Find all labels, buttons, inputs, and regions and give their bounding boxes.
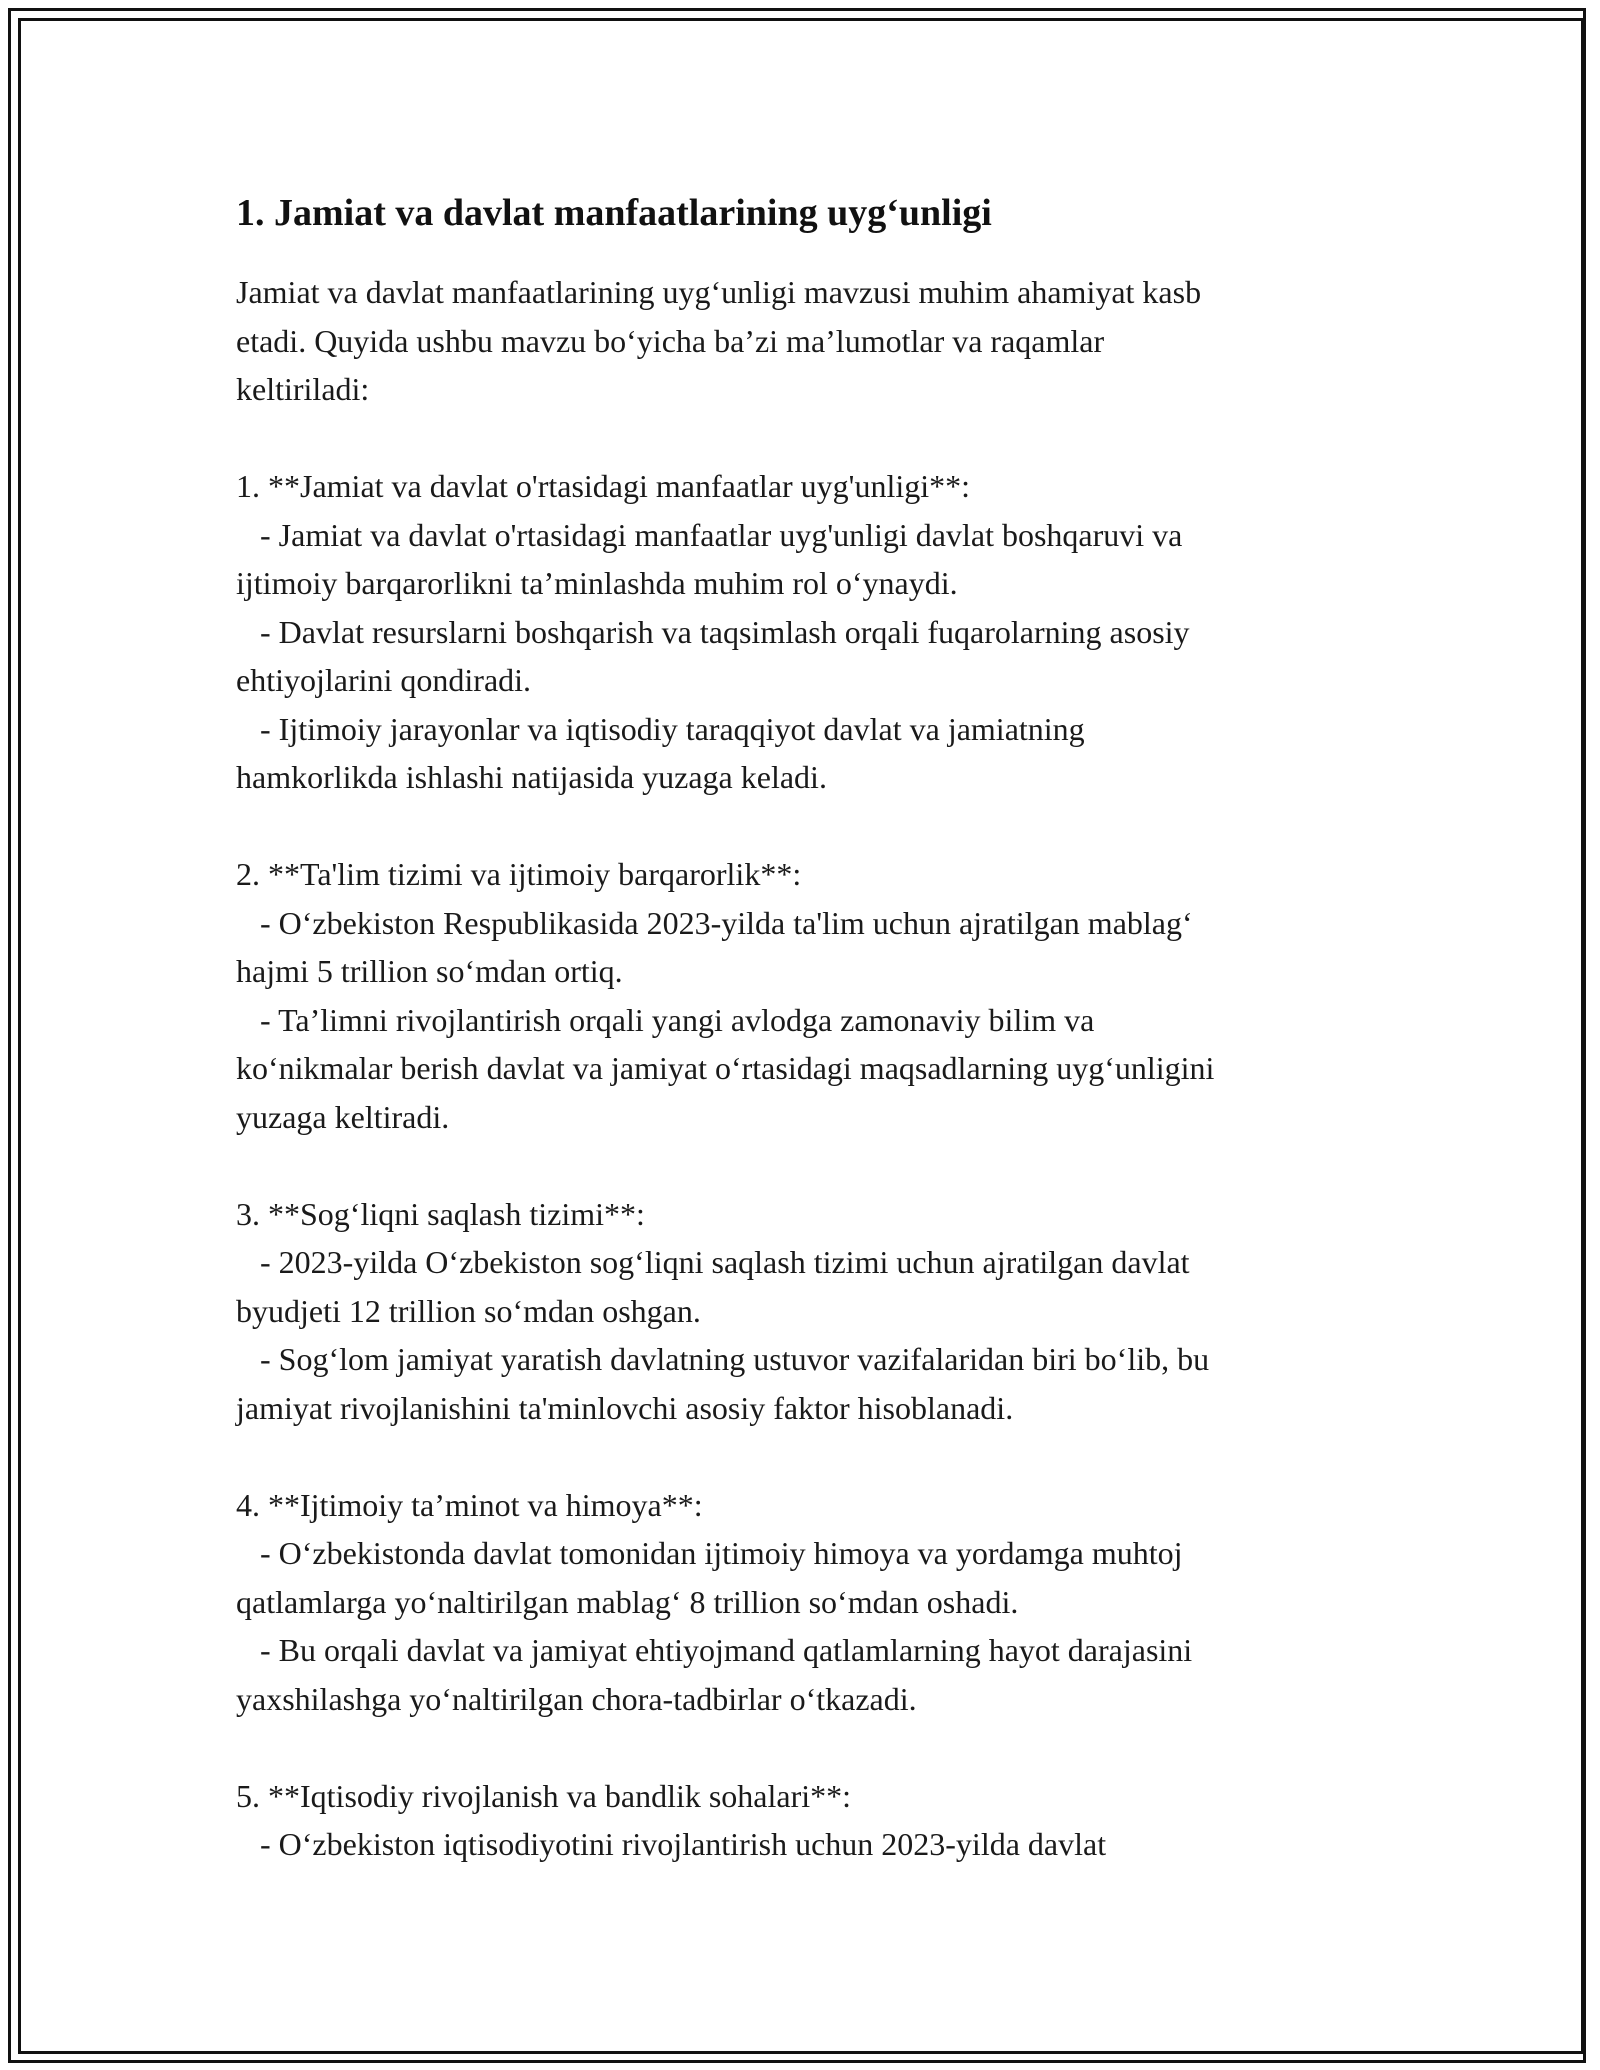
section-5-heading: 5. **Iqtisodiy rivojlanish va bandlik sohalari**: xyxy=(236,1777,852,1814)
section-1-body: - Jamiat va davlat o'rtasidagi manfaatlar uyg'unligi davlat boshqaruvi va ijtimoiy barqarorlikni ta’minlashda muhim rol o‘ynaydi. - Davlat resurslarni boshqarish va taqsimlash orqali fuqarolarning asosiy ehtiyojlarini qondiradi. - Ijtimoiy jarayonlar va iqtisodiy taraqqiyot davlat va jamiatning hamkorlikda ishlashi natijasida yuzaga keladi. xyxy=(236,516,1190,795)
document-title: 1. Jamiat va davlat manfaatlarining uyg‘unligi xyxy=(236,192,992,234)
section-3-body: - 2023-yilda O‘zbekiston sog‘liqni saqlash tizimi uchun ajratilgan davlat byudjeti 12 trillion so‘mdan oshgan. - Sog‘lom jamiyat yaratish davlatning ustuvor vazifalaridan biri bo‘lib, bu jamiyat rivojlanishini ta'minlovchi asosiy faktor hisoblanadi. xyxy=(236,1244,1210,1426)
blank-line xyxy=(236,1141,1376,1190)
document-body xyxy=(236,184,1376,1869)
section-1-heading: 1. **Jamiat va davlat o'rtasidagi manfaatlar uyg'unligi**: xyxy=(236,468,970,504)
section-2-heading: 2. **Ta'lim tizimi va ijtimoiy barqarorlik**: xyxy=(236,856,802,892)
blank-line xyxy=(236,1432,1376,1481)
intro-paragraph: Jamiat va davlat manfaatlarining uyg‘unligi mavzusi muhim ahamiyat kasb etadi. Quyida ushbu mavzu bo‘yicha ba’zi ma’lumotlar va raqamlar keltiriladi: xyxy=(236,274,1202,407)
section-4-heading: 4. **Ijtimoiy ta’minot va himoya**: xyxy=(236,1486,703,1523)
section-2-body: - O‘zbekiston Respublikasida 2023-yilda ta'lim uchun ajratilgan mablag‘ hajmi 5 trillion so‘mdan ortiq. - Ta’limni rivojlantirish orqali yangi avlodga zamonaviy bilim va ko‘nikmalar berish davlat va jamiyat o‘rtasidagi maqsadlarning uyg‘unligini yuzaga keltiradi. xyxy=(236,904,1215,1135)
section-3-heading: 3. **Sog‘liqni saqlash tizimi**: xyxy=(236,1195,645,1232)
blank-line xyxy=(236,414,1376,463)
blank-line xyxy=(236,1723,1376,1772)
section-5-body: - O‘zbekiston iqtisodiyotini rivojlantirish uchun 2023-yilda davlat xyxy=(236,1826,1107,1862)
blank-line xyxy=(236,802,1376,851)
section-4-body: - O‘zbekistonda davlat tomonidan ijtimoiy himoya va yordamga muhtoj qatlamlarga yo‘naltirilgan mablag‘ 8 trillion so‘mdan oshadi. - Bu orqali davlat va jamiyat ehtiyojmand qatlamlarning hayot darajasini yaxshilashga yo‘naltirilgan chora-tadbirlar o‘tkazadi. xyxy=(236,1535,1193,1717)
